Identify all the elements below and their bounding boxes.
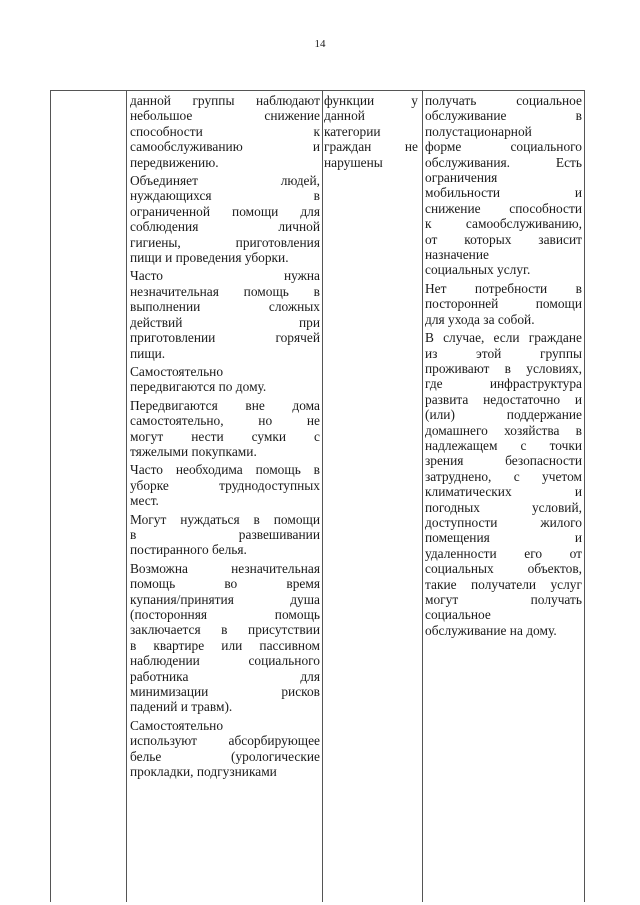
text-line: нуждающихся в <box>130 188 320 204</box>
text-line: в развешивании <box>130 526 320 542</box>
text-line: обслуживания. Есть <box>425 154 582 170</box>
text-line: используют абсорбирующее <box>130 733 320 749</box>
text-line: ограничения <box>425 170 498 186</box>
text-line: мобильности и <box>425 185 582 201</box>
text-line: Часто нужна <box>130 268 320 284</box>
text-line: В случае, если граждане <box>425 330 582 346</box>
text-line: от которых зависит <box>425 231 582 247</box>
text-line: соблюдения личной <box>130 219 320 235</box>
paragraph <box>130 561 320 715</box>
text-line: гигиены, приготовления <box>130 234 320 250</box>
paragraph <box>324 93 418 170</box>
text-line: самостоятельно, но не <box>130 413 320 429</box>
text-line: из этой группы <box>425 345 582 361</box>
text-line: обслуживание на дому. <box>425 622 557 638</box>
text-line: форме социального <box>425 139 582 155</box>
paragraph <box>425 330 582 638</box>
text-line: в квартире или пассивном <box>130 637 320 653</box>
text-line: полустационарной <box>425 123 532 139</box>
text-line: мест. <box>130 493 159 509</box>
text-line: где инфраструктура <box>425 376 582 392</box>
text-line: погодных условий, <box>425 499 582 515</box>
text-line: домашнего хозяйства в <box>425 422 582 438</box>
text-line: обслуживание в <box>425 108 582 124</box>
text-line: (посторонняя помощь <box>130 607 320 622</box>
text-line: снижение способности <box>425 200 582 216</box>
text-line: уборке труднодоступных <box>130 477 320 493</box>
text-line: Возможна незначительная <box>130 560 320 576</box>
text-line: наблюдении социального <box>130 653 320 669</box>
text-line: проживают в условиях, <box>425 360 582 376</box>
text-line: граждан не <box>324 139 418 155</box>
column-service-form <box>425 93 582 641</box>
text-line: посторонней помощи <box>425 296 582 312</box>
text-line: работника для <box>130 668 320 684</box>
text-line: к самообслуживанию, <box>425 216 582 232</box>
column-divider-2 <box>322 90 323 902</box>
text-line: постиранного белья. <box>130 542 247 558</box>
text-line: купания/принятия душа <box>130 591 320 607</box>
text-line: действий при <box>130 314 320 330</box>
text-line: Передвигаются вне дома <box>130 397 320 413</box>
text-line: социальных объектов, <box>425 561 582 577</box>
table-border-right <box>584 90 585 902</box>
text-line: Самостоятельно <box>130 717 224 733</box>
column-divider-3 <box>422 90 423 902</box>
text-line: выполнении сложных <box>130 299 320 315</box>
paragraph <box>130 462 320 508</box>
text-line: надлежащем с точки <box>425 437 582 453</box>
text-line: белье (урологические <box>130 748 320 764</box>
paragraph <box>425 281 582 327</box>
text-line: Часто необходима помощь в <box>130 462 320 478</box>
paragraph <box>130 268 320 360</box>
text-line: для ухода за собой. <box>425 311 535 327</box>
text-line: категории <box>324 123 381 139</box>
text-line: функции у <box>324 93 418 108</box>
page-number: 14 <box>314 38 326 50</box>
text-line: данной группы наблюдают <box>130 93 320 108</box>
text-line: передвижению. <box>130 154 219 170</box>
text-line: падений и травм). <box>130 699 233 715</box>
text-line: пищи и проведения уборки. <box>130 250 289 266</box>
document-table <box>50 90 585 902</box>
text-line: приготовлении горячей <box>130 330 320 346</box>
text-line: передвигаются по дому. <box>130 379 267 395</box>
text-line: небольшое снижение <box>130 108 320 124</box>
column-characteristics <box>130 93 320 782</box>
text-line: климатических и <box>425 484 582 500</box>
text-line: доступности жилого <box>425 514 582 530</box>
text-line: такие получатели услуг <box>425 576 582 592</box>
text-line: затруднено, с учетом <box>425 468 582 484</box>
paragraph <box>425 93 582 278</box>
paragraph <box>130 398 320 460</box>
text-line: (или) поддержание <box>425 407 582 423</box>
text-line: Объединяет людей, <box>130 173 320 189</box>
paragraph <box>130 173 320 265</box>
text-line: ограниченной помощи для <box>130 203 320 219</box>
text-line: самообслуживанию и <box>130 139 320 155</box>
text-line: нарушены <box>324 154 383 170</box>
column-divider-1 <box>126 90 127 902</box>
text-line: могут нести сумки с <box>130 428 320 444</box>
table-top-border <box>50 90 585 91</box>
paragraph <box>130 512 320 558</box>
text-line: минимизации рисков <box>130 684 320 700</box>
text-line: получать социальное <box>425 93 582 108</box>
text-line: помощь во время <box>130 576 320 592</box>
text-line: развита недостаточно и <box>425 391 582 407</box>
text-line: Могут нуждаться в помощи <box>130 511 320 527</box>
paragraph <box>130 718 320 780</box>
text-line: данной <box>324 108 365 124</box>
paragraph <box>130 93 320 170</box>
text-line: способности к <box>130 123 320 139</box>
text-line: Нет потребности в <box>425 280 582 296</box>
paragraph <box>130 364 320 395</box>
text-line: могут получать <box>425 592 582 607</box>
text-line: социальных услуг. <box>425 262 531 278</box>
text-line: назначение <box>425 247 489 263</box>
text-line: социальное <box>425 607 491 623</box>
text-line: незначительная помощь в <box>130 283 320 299</box>
table-border-left <box>50 90 51 902</box>
text-line: удаленности его от <box>425 545 582 561</box>
text-line: Самостоятельно <box>130 363 224 379</box>
text-line: помещения и <box>425 530 582 546</box>
text-line: заключается в присутствии <box>130 622 320 638</box>
text-line: зрения безопасности <box>425 453 582 469</box>
text-line: пищи. <box>130 345 166 361</box>
column-functions <box>324 93 418 173</box>
text-line: тяжелыми покупками. <box>130 443 257 459</box>
text-line: прокладки, подгузниками <box>130 764 277 780</box>
